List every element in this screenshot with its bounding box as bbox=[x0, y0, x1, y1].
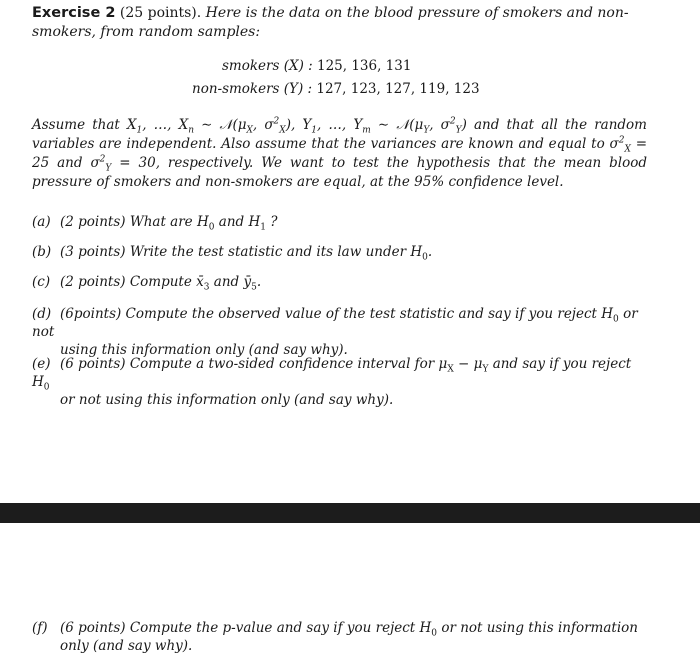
question-text: . bbox=[256, 274, 262, 290]
question-a: (a) (2 points) What are $H_0$ and $H_1$ ? bbox=[32, 214, 278, 233]
smokers-data bbox=[222, 58, 411, 74]
variance-x: = 25 bbox=[32, 136, 647, 171]
exercise-title: Exercise 2 bbox=[32, 5, 116, 21]
question-text: (3 points) Write the test statistic and its law under H bbox=[60, 244, 423, 260]
question-label: (e) bbox=[32, 356, 51, 372]
question-label: (a) bbox=[32, 214, 51, 230]
question-text: and say if you reject H bbox=[32, 356, 632, 390]
exercise-heading bbox=[32, 4, 672, 42]
exercise-intro: Here is the data on the blood pressure of smokers and non-smokers, from random samples: bbox=[32, 5, 629, 40]
assumption-text-4: = 30, respectively. We want to test the hypothesis that the mean blood pressure of smokers and non-smokers are equal, at the 95% confidence level. bbox=[32, 155, 647, 190]
question-c: (c) (2 points) Compute $x̄_3$ and $ȳ_5$. bbox=[32, 274, 262, 293]
question-text: . bbox=[427, 244, 433, 260]
assumption-text-1: Assume that X bbox=[32, 117, 137, 133]
exercise-points: (25 points). bbox=[119, 5, 202, 21]
question-f: (f) (6 points) Compute the p-value and say if you reject $H_0$ or not using this information only (and say why). bbox=[32, 619, 652, 655]
question-label: (f) bbox=[32, 620, 48, 636]
question-text: or not using this information bbox=[441, 620, 638, 636]
nonsmokers-data bbox=[192, 81, 480, 97]
question-text: (2 points) What are H bbox=[60, 214, 209, 230]
question-label: (d) bbox=[32, 306, 52, 322]
question-b: (b) (3 points) Write the test statistic and its law under $H_0$. bbox=[32, 244, 433, 263]
question-text: and H bbox=[218, 214, 261, 230]
nonsmokers-label: non-smokers (Y) : bbox=[192, 81, 313, 97]
question-text: (6 points) Compute the p-value and say if you reject H bbox=[60, 620, 432, 636]
question-label: (c) bbox=[32, 274, 51, 290]
question-e: (e) (6 points) Compute a two-sided confidence interval for $\mu_X - \mu_Y$ and say if you reject $H_0$ or not using this information only (and say why). bbox=[32, 355, 652, 409]
question-text: ? bbox=[270, 214, 278, 230]
question-text: (6points) Compute the observed value of the test statistic and say if you reject H bbox=[60, 306, 614, 322]
question-text: or not using this information only (and say why). bbox=[60, 392, 394, 408]
question-text: − μ bbox=[458, 356, 483, 372]
assumption-text-2: and that all the random variables are independent. Also assume that the variances are known and equal to σ bbox=[32, 117, 647, 152]
smokers-label: smokers (X) : bbox=[222, 58, 313, 74]
question-d: (d) (6points) Compute the observed value of the test statistic and say if you reject $H_0$ or not using this information only (and say why). bbox=[32, 305, 652, 359]
question-text: using this information only (and say why). bbox=[60, 342, 348, 358]
question-text: (6 points) Compute a two-sided confidence interval for μ bbox=[60, 356, 448, 372]
nonsmokers-values: 127, 123, 127, 119, 123 bbox=[316, 81, 480, 97]
assumption-text-3: and σ bbox=[57, 155, 100, 171]
page-divider bbox=[0, 503, 700, 523]
question-text: or not bbox=[32, 306, 638, 340]
assumption-paragraph: Assume that $X_1$, …, $X_n$ ∼ $𝒩(\mu_X$, $\sigma^2_X$), $Y_1$, …, $Y_m$ ∼ $𝒩(\mu_Y$, $\sigma^2_Y$) and that all the random variables are independent. Also assume that the variances are known and equal to $\sigma^2_X = 25$ and $\sigma^2_Y = 30$, respectively. We want to test the hypothesis that the mean blood pressure of smokers and non-smokers are equal, at the 95% confidence level. bbox=[32, 116, 647, 190]
question-text: and ȳ bbox=[213, 274, 252, 290]
question-text: (2 points) Compute x̄ bbox=[60, 274, 204, 290]
smokers-values: 125, 136, 131 bbox=[316, 58, 412, 74]
question-label: (b) bbox=[32, 244, 52, 260]
question-text: only (and say why). bbox=[60, 638, 193, 654]
